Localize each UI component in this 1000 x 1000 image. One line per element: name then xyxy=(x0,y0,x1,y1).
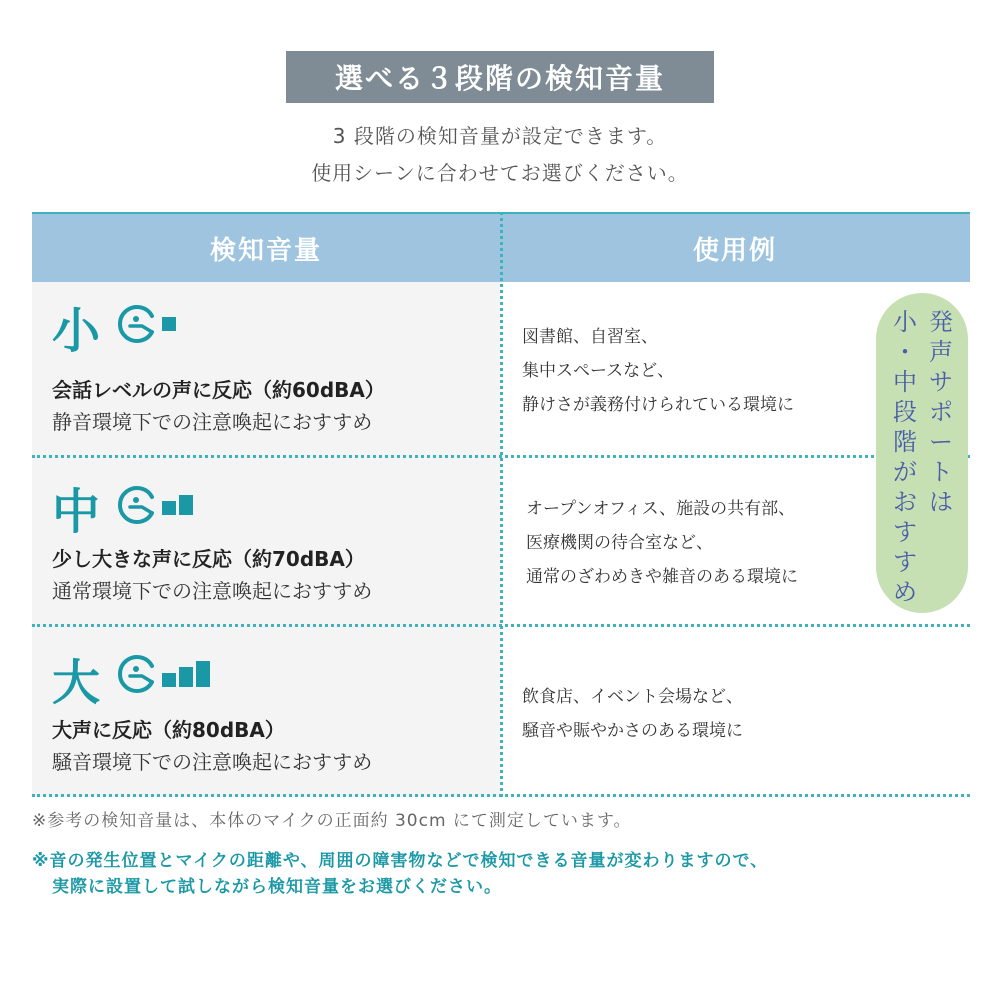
header-detection-volume: 検知音量 xyxy=(209,235,322,266)
usage-medium xyxy=(526,492,798,594)
signal-bar xyxy=(162,317,176,331)
level-label-small: 小 xyxy=(52,303,101,359)
badge-glyph: が xyxy=(893,458,917,486)
level-description-small xyxy=(52,374,385,438)
speaking-head-icon xyxy=(116,485,158,525)
badge-glyph: 段 xyxy=(893,398,917,426)
signal-bar xyxy=(196,661,210,687)
volume-table xyxy=(32,212,970,797)
subtitle-line-1: 3 段階の検知音量が設定できます。 xyxy=(332,124,668,148)
badge-glyph: ー xyxy=(929,428,953,456)
level-threshold: 会話レベルの声に反応（約60dBA） xyxy=(52,378,385,402)
header-usage-example: 使用例 xyxy=(692,235,777,266)
signal-bars xyxy=(162,495,193,515)
badge-glyph: ト xyxy=(929,458,953,486)
badge-glyph: は xyxy=(929,488,953,516)
usage-line: オープンオフィス、施設の共有部、 xyxy=(526,499,796,519)
usage-line: 静けさが義務付けられている環境に xyxy=(522,395,794,415)
badge-glyph: 階 xyxy=(893,428,917,456)
badge-glyph: サ xyxy=(929,368,953,396)
usage-line: 図書館、自習室、 xyxy=(522,327,658,347)
level-recommendation: 静音環境下での注意喚起におすすめ xyxy=(52,410,373,434)
recommendation-badge xyxy=(876,293,968,613)
level-recommendation: 騒音環境下での注意喚起におすすめ xyxy=(52,750,373,774)
badge-glyph: め xyxy=(893,578,917,606)
signal-bar xyxy=(162,673,176,687)
usage-line: 通常のざわめきや雑音のある環境に xyxy=(526,567,798,587)
badge-glyph: す xyxy=(893,548,917,576)
usage-large xyxy=(522,680,743,748)
level-label-medium: 中 xyxy=(52,484,101,540)
placement-note-line-1: ※音の発生位置とマイクの距離や、周囲の障害物などで検知できる音量が変わりますので、 xyxy=(32,851,769,871)
level-label-large: 大 xyxy=(52,655,101,711)
speaking-head-icon xyxy=(116,654,158,694)
placement-note-line-2: 実際に設置して試しながら検知音量をお選びください。 xyxy=(52,877,502,897)
row-divider-2 xyxy=(32,624,970,627)
signal-bar xyxy=(179,667,193,687)
level-threshold: 大声に反応（約80dBA） xyxy=(52,718,285,742)
signal-bars xyxy=(162,317,176,331)
column-divider xyxy=(500,212,503,797)
level-description-large xyxy=(52,714,372,778)
badge-glyph: 発 xyxy=(929,308,953,336)
badge-glyph: お xyxy=(893,488,917,516)
usage-line: 集中スペースなど、 xyxy=(522,361,675,381)
signal-bar xyxy=(162,501,176,515)
badge-line-1 xyxy=(926,307,956,517)
badge-glyph: す xyxy=(893,518,917,546)
level-recommendation: 通常環境下での注意喚起におすすめ xyxy=(52,579,373,603)
measurement-note: ※参考の検知音量は、本体のマイクの正面約 30cm にて測定しています。 xyxy=(32,811,632,831)
badge-glyph: 小 xyxy=(893,308,917,336)
usage-line: 騒音や賑やかさのある環境に xyxy=(522,721,743,741)
badge-glyph: ポ xyxy=(929,398,953,426)
subtitle-line-2: 使用シーンに合わせてお選びください。 xyxy=(311,161,689,185)
page-title: 選べる３段階の検知音量 xyxy=(286,51,714,103)
badge-glyph: ・ xyxy=(893,338,917,366)
badge-line-2 xyxy=(890,307,920,607)
badge-glyph: 中 xyxy=(893,368,917,396)
usage-line: 飲食店、イベント会場など、 xyxy=(522,687,743,707)
volume-indicator-large xyxy=(116,654,210,694)
volume-indicator-medium xyxy=(116,485,193,525)
row-divider-1 xyxy=(32,455,970,458)
level-description-medium xyxy=(52,543,372,607)
volume-indicator-small xyxy=(116,304,176,344)
usage-small xyxy=(522,320,794,422)
signal-bar xyxy=(179,495,193,515)
row-divider-3 xyxy=(32,794,970,797)
level-threshold: 少し大きな声に反応（約70dBA） xyxy=(52,547,365,571)
speaking-head-icon xyxy=(116,304,158,344)
badge-glyph: 声 xyxy=(929,338,953,366)
signal-bars xyxy=(162,661,210,687)
usage-line: 医療機関の待合室など、 xyxy=(526,533,713,553)
